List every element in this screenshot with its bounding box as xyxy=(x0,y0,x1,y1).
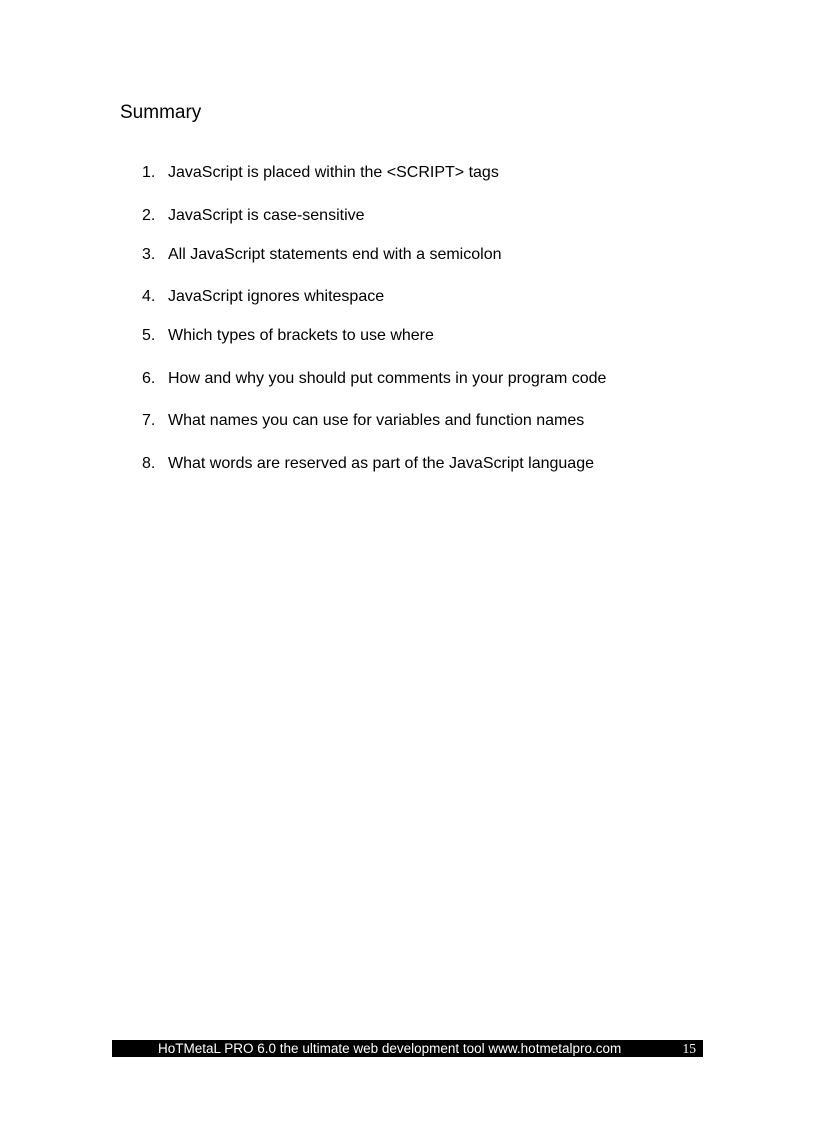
list-item-text: JavaScript is placed within the <SCRIPT> tags xyxy=(168,164,499,181)
list-item-text: All JavaScript statements end with a semicolon xyxy=(168,246,502,263)
list-item xyxy=(142,245,501,265)
list-item-number: 3. xyxy=(142,246,156,263)
list-item-text: What words are reserved as part of the JavaScript language xyxy=(168,455,594,472)
list-item-text: JavaScript ignores whitespace xyxy=(168,288,385,305)
list-item xyxy=(142,287,384,307)
list-item-text: JavaScript is case-sensitive xyxy=(168,207,365,224)
list-item-number: 7. xyxy=(142,412,156,429)
list-item-number: 5. xyxy=(142,327,156,344)
list-item-number: 8. xyxy=(142,455,156,472)
list-item xyxy=(142,206,365,226)
page-footer xyxy=(112,1040,703,1057)
list-item-text: How and why you should put comments in your program code xyxy=(168,370,607,387)
list-item-number: 4. xyxy=(142,288,156,305)
footer-text: HoTMetaL PRO 6.0 the ultimate web development tool www.hotmetalpro.com xyxy=(158,1041,622,1056)
list-item-number: 6. xyxy=(142,370,156,387)
page-number: 15 xyxy=(682,1041,696,1056)
list-item xyxy=(142,369,606,389)
list-item xyxy=(142,411,584,431)
page-title: Summary xyxy=(120,102,202,123)
list-item xyxy=(142,326,434,346)
list-item-text: What names you can use for variables and function names xyxy=(168,412,585,429)
list-item xyxy=(142,163,499,183)
list-item-text: Which types of brackets to use where xyxy=(168,327,434,344)
list-item xyxy=(142,454,594,474)
list-item-number: 1. xyxy=(142,164,156,181)
list-item-number: 2. xyxy=(142,207,156,224)
